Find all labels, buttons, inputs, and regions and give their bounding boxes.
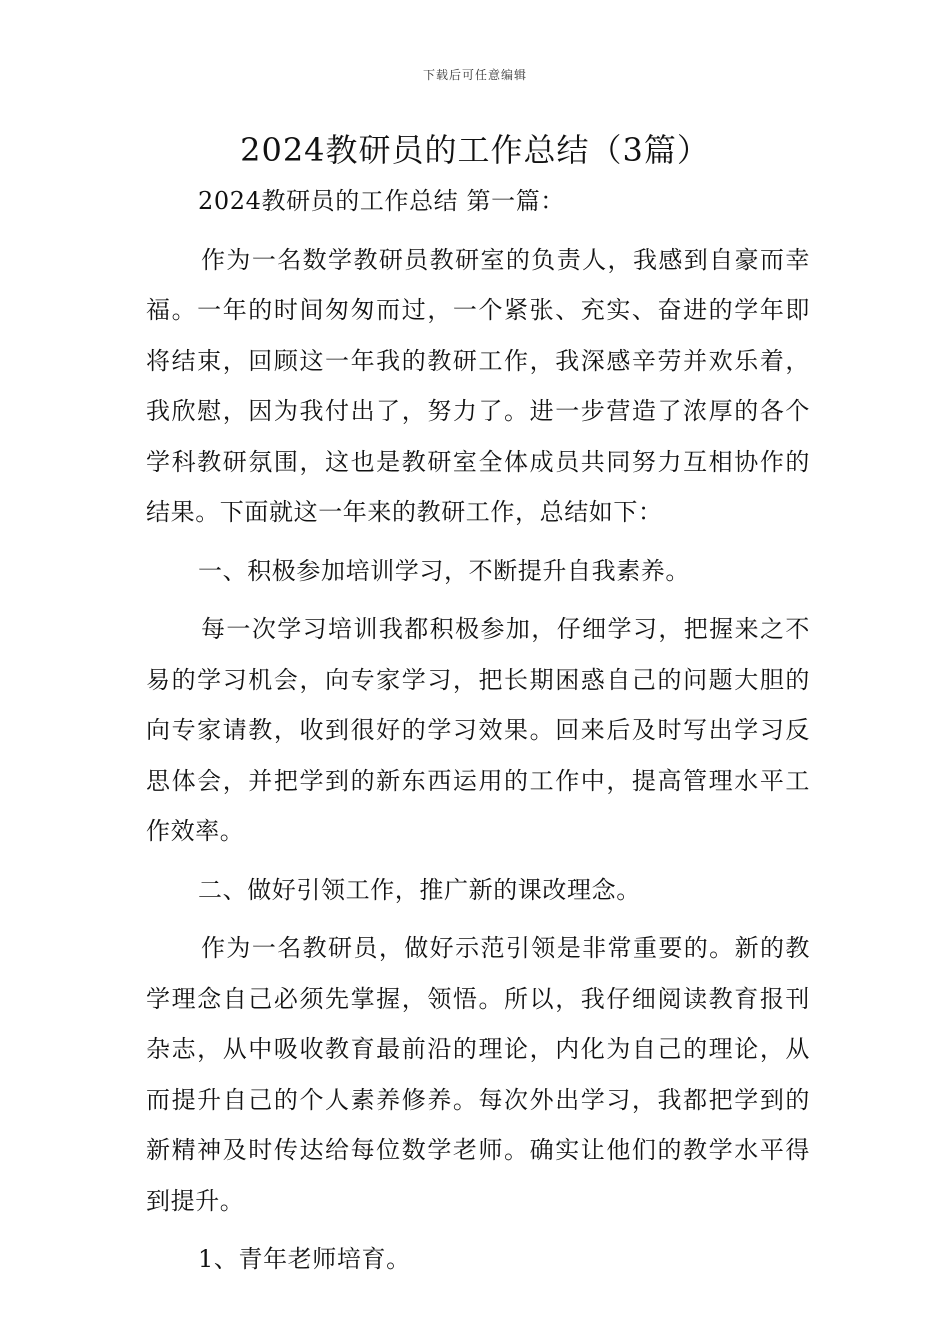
section-heading-2: 二、做好引领工作，推广新的课改理念。 bbox=[198, 875, 641, 904]
paragraph-intro: 作为一名数学教研员教研室的负责人，我感到自豪而幸福。一年的时间匆匆而过，一个紧张、充实、奋进的学年即将结束，回顾这一年我的教研工作，我深感辛劳并欢乐着，我欣慰，因为我付出了，努力了。进一步营造了浓厚的各个学科教研氛围，这也是教研室全体成员共同努力互相协作的结果。下面就这一年来的教研工作，总结如下： bbox=[146, 245, 810, 526]
section-subtitle: 2024教研员的工作总结 第一篇： bbox=[198, 187, 565, 215]
document-body bbox=[146, 176, 810, 1285]
section-heading-1: 一、积极参加培训学习，不断提升自我素养。 bbox=[198, 556, 690, 585]
subsection-heading-1: 1、青年老师培育。 bbox=[198, 1245, 411, 1273]
paragraph-leadership: 作为一名教研员，做好示范引领是非常重要的。新的教学理念自己必须先掌握，领悟。所以，我仔细阅读教育报刊杂志，从中吸收教育最前沿的理论，内化为自己的理论，从而提升自己的个人素养修养。每次外出学习，我都把学到的新精神及时传达给每位数学老师。确实让他们的教学水平得到提升。 bbox=[146, 934, 810, 1215]
paragraph-training: 每一次学习培训我都积极参加，仔细学习，把握来之不易的学习机会，向专家学习，把长期困惑自己的问题大胆的向专家请教，收到很好的学习效果。回来后及时写出学习反思体会，并把学到的新东西运用的工作中，提高管理水平工作效率。 bbox=[146, 615, 810, 845]
page-header-note: 下载后可任意编辑 bbox=[422, 68, 527, 82]
document-title: 2024教研员的工作总结（3篇） bbox=[240, 131, 710, 169]
